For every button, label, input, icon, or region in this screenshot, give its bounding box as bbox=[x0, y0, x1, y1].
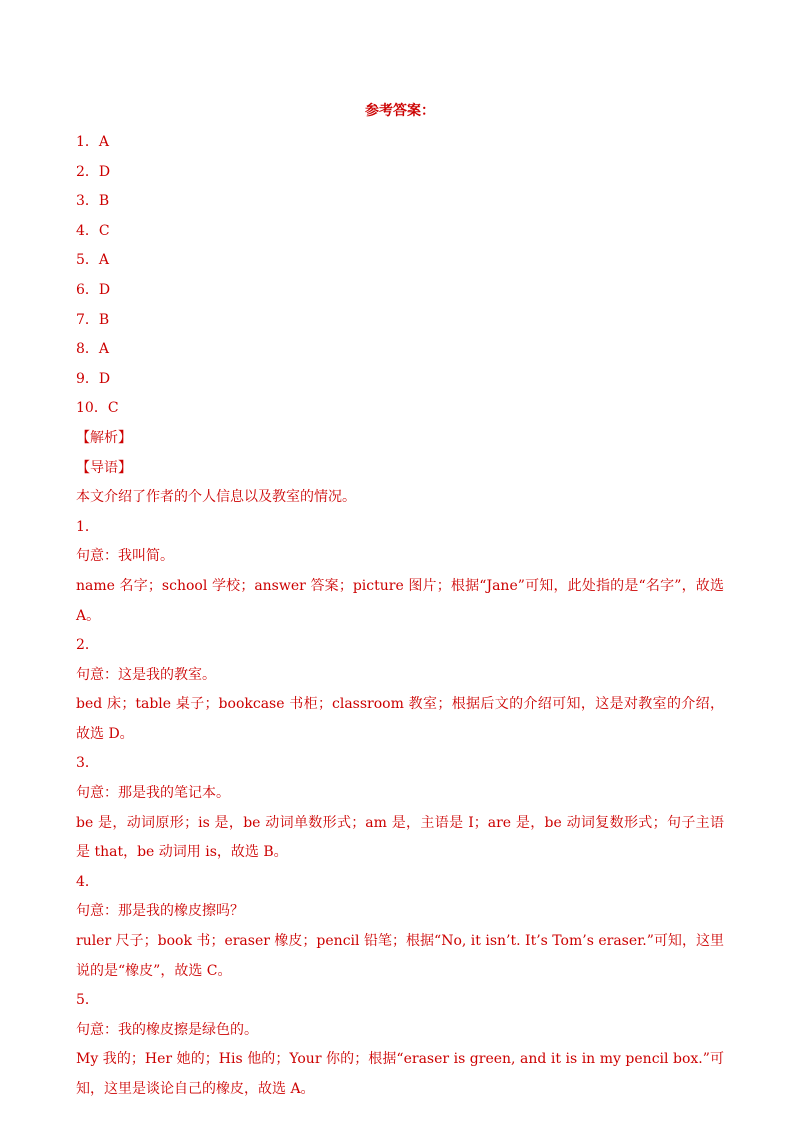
answer-item: 2．D bbox=[76, 163, 111, 180]
explanation-item-5 bbox=[76, 986, 724, 1104]
answer-item: 4．C bbox=[76, 222, 110, 239]
item-explanation: bed 床；table 桌子；bookcase 书柜；classroom 教室；根据后文的介绍可知，这是对教室的介绍，故选 D。 bbox=[76, 696, 724, 742]
answer-item: 1．A bbox=[76, 134, 110, 150]
item-meaning: 句意：那是我的笔记本。 bbox=[76, 785, 230, 802]
page-title: 参考答案： bbox=[365, 103, 435, 119]
item-number: 4． bbox=[76, 873, 99, 890]
answer-list bbox=[76, 128, 724, 424]
item-number: 3． bbox=[76, 755, 99, 772]
answer-item: 9．D bbox=[76, 370, 111, 387]
analysis-heading: 【解析】 bbox=[76, 429, 132, 446]
item-explanation: ruler 尺子；book 书；eraser 橡皮；pencil 铅笔；根据“No, it isn’t. It’s Tom’s eraser.”可知，这里说的是“橡皮”，故选 C。 bbox=[76, 933, 724, 979]
answer-item: 6．D bbox=[76, 281, 111, 298]
item-number: 1． bbox=[76, 518, 99, 535]
answer-item: 8．A bbox=[76, 341, 110, 358]
item-meaning: 句意：这是我的教室。 bbox=[76, 666, 216, 683]
intro-heading: 【导语】 bbox=[76, 459, 132, 476]
item-number: 2． bbox=[76, 637, 99, 654]
item-explanation: name 名字；school 学校；answer 答案；picture 图片；根据“Jane”可知，此处指的是“名字”，故选 A。 bbox=[76, 577, 724, 624]
item-meaning: 句意：我叫简。 bbox=[76, 548, 174, 565]
item-meaning: 句意：那是我的橡皮擦吗？ bbox=[76, 903, 244, 920]
answer-item: 10．C bbox=[76, 400, 119, 417]
answer-key-page bbox=[76, 98, 724, 1105]
item-explanation: be 是，动词原形；is 是，be 动词单数形式；am 是，主语是 I；are 是，be 动词复数形式；句子主语是 that，be 动词用 is，故选 B。 bbox=[76, 814, 724, 861]
explanation-item-1 bbox=[76, 513, 724, 631]
explanation-item-2 bbox=[76, 631, 724, 749]
item-explanation: My 我的；Her 她的；His 他的；Your 你的；根据“eraser is green, and it is in my pencil box.”可知，这里是谈论自己的橡皮，故选 A。 bbox=[76, 1051, 724, 1097]
explanation-item-4 bbox=[76, 868, 724, 986]
intro-text: 本文介绍了作者的个人信息以及教室的情况。 bbox=[76, 489, 356, 506]
item-number: 5． bbox=[76, 992, 99, 1009]
answer-item: 5．A bbox=[76, 252, 110, 269]
item-meaning: 句意：我的橡皮擦是绿色的。 bbox=[76, 1021, 258, 1038]
answer-item: 3．B bbox=[76, 193, 110, 210]
explanation-item-3 bbox=[76, 749, 724, 867]
answer-item: 7．B bbox=[76, 311, 110, 328]
